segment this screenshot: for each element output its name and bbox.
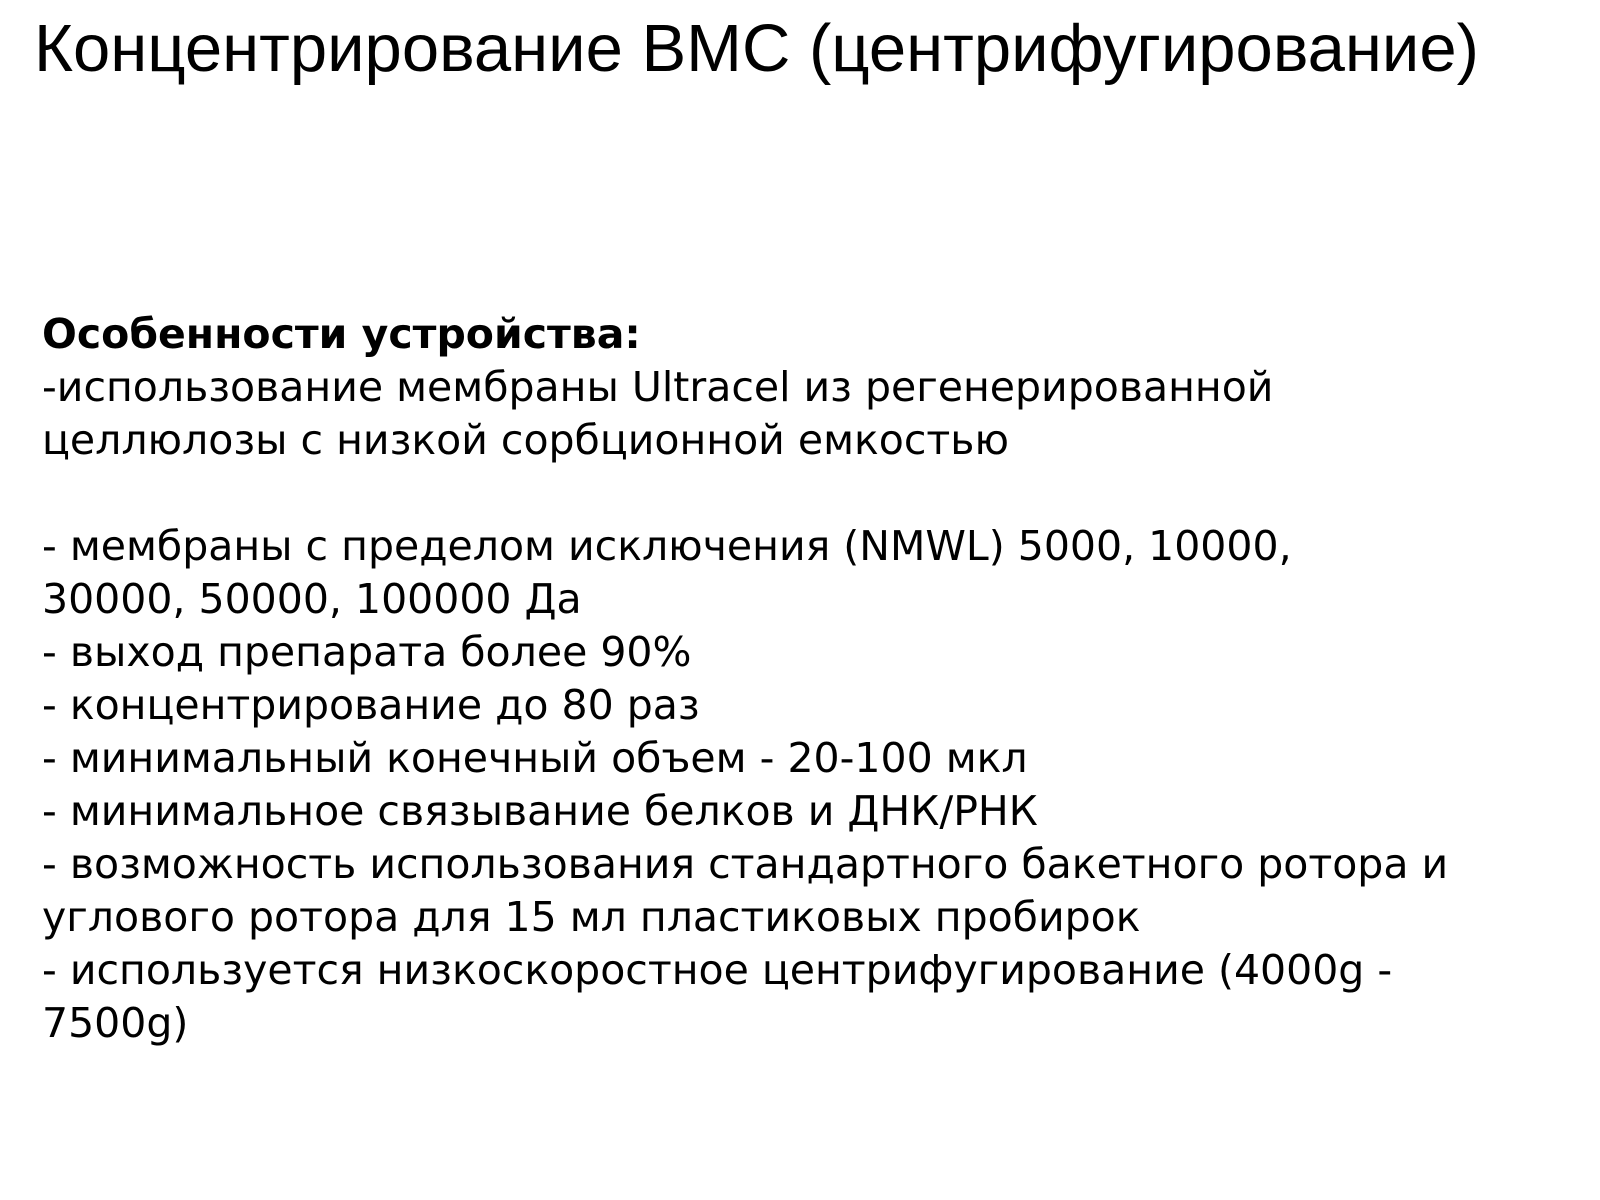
body-line: 30000, 50000, 100000 Да	[42, 575, 582, 623]
body-line: - выход препарата более 90%	[42, 628, 692, 676]
body-line: - концентрирование до 80 раз	[42, 681, 700, 729]
body-line: целлюлозы с низкой сорбционной емкостью	[42, 416, 1009, 464]
body-line: - используется низкоскоростное центрифугирование (4000g -	[42, 946, 1393, 994]
body-line: - минимальное связывание белков и ДНК/РНК	[42, 787, 1038, 835]
body-line: 7500g)	[42, 999, 189, 1047]
paragraph-gap	[42, 467, 1562, 520]
body-line: - мембраны с пределом исключения (NMWL) 5000, 10000,	[42, 522, 1292, 570]
section-heading: Особенности устройства:	[42, 310, 641, 358]
body-line: -использование мембраны Ultracel из регенерированной	[42, 363, 1274, 411]
slide-body	[42, 308, 1562, 1050]
body-line: углового ротора для 15 мл пластиковых пробирок	[42, 893, 1141, 941]
body-line: - возможность использования стандартного бакетного ротора и	[42, 840, 1449, 888]
slide-title: Концентрирование ВМС (центрифугирование)	[34, 11, 1479, 86]
body-line: - минимальный конечный объем - 20-100 мкл	[42, 734, 1028, 782]
